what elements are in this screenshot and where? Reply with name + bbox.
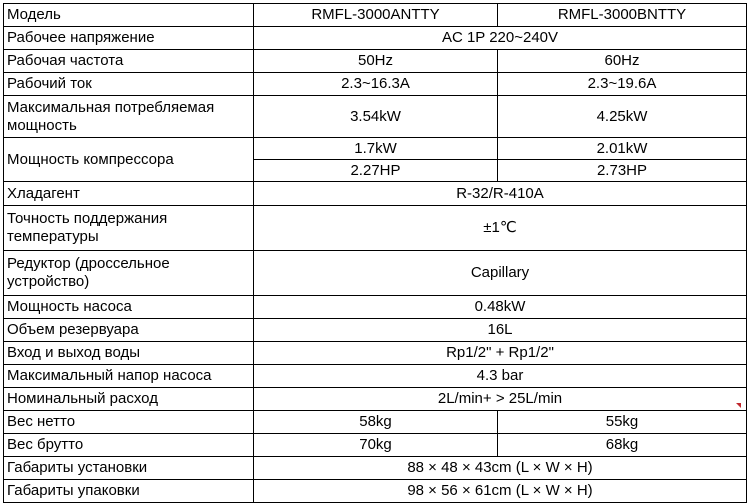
flow-label: Номинальный расход [4,388,254,411]
row-tank [4,319,747,342]
row-unit-dims [4,457,747,480]
voltage-label: Рабочее напряжение [4,27,254,50]
pump-head-label: Максимальный напор насоса [4,365,254,388]
row-model [4,4,747,27]
specification-table [3,3,747,503]
reducer-label: Редуктор (дроссельное устройство) [4,251,254,296]
pump-power-label: Мощность насоса [4,296,254,319]
row-pump-power [4,296,747,319]
current-label: Рабочий ток [4,73,254,96]
net-weight-a: 58kg [254,411,498,434]
compressor-label: Мощность компрессора [4,138,254,182]
flow-value: 2L/min+ > 25L/min [254,388,747,411]
pump-power-value: 0.48kW [254,296,747,319]
row-pump-head [4,365,747,388]
pump-head-value: 4.3 bar [254,365,747,388]
max-power-b: 4.25kW [498,96,747,138]
max-power-label: Максимальная потребляемая мощность [4,96,254,138]
row-frequency [4,50,747,73]
row-compressor-kw [4,138,747,160]
row-water-io [4,342,747,365]
package-dims-value: 98 × 56 × 61cm (L × W × H) [254,480,747,503]
row-gross-weight [4,434,747,457]
unit-dims-value: 88 × 48 × 43cm (L × W × H) [254,457,747,480]
frequency-a: 50Hz [254,50,498,73]
max-power-a: 3.54kW [254,96,498,138]
unit-dims-label: Габариты установки [4,457,254,480]
row-reducer [4,251,747,296]
compressor-hp-b: 2.73HP [498,160,747,182]
water-io-label: Вход и выход воды [4,342,254,365]
tank-value: 16L [254,319,747,342]
frequency-label: Рабочая частота [4,50,254,73]
row-temp-accuracy [4,206,747,251]
corner-mark-decoration [736,403,741,408]
frequency-b: 60Hz [498,50,747,73]
package-dims-label: Габариты упаковки [4,480,254,503]
model-a: RMFL-3000ANTTY [254,4,498,27]
temp-accuracy-label: Точность поддержания температуры [4,206,254,251]
compressor-kw-a: 1.7kW [254,138,498,160]
row-flow [4,388,747,411]
compressor-hp-a: 2.27HP [254,160,498,182]
gross-weight-b: 68kg [498,434,747,457]
temp-accuracy-value: ±1℃ [254,206,747,251]
row-package-dims [4,480,747,503]
row-voltage [4,27,747,50]
row-current [4,73,747,96]
row-net-weight [4,411,747,434]
refrigerant-label: Хладагент [4,182,254,206]
current-a: 2.3~16.3A [254,73,498,96]
model-b: RMFL-3000BNTTY [498,4,747,27]
net-weight-label: Вес нетто [4,411,254,434]
gross-weight-label: Вес брутто [4,434,254,457]
row-max-power [4,96,747,138]
net-weight-b: 55kg [498,411,747,434]
tank-label: Объем резервуара [4,319,254,342]
reducer-value: Capillary [254,251,747,296]
current-b: 2.3~19.6A [498,73,747,96]
gross-weight-a: 70kg [254,434,498,457]
refrigerant-value: R-32/R-410A [254,182,747,206]
model-label: Модель [4,4,254,27]
voltage-value: AC 1P 220~240V [254,27,747,50]
water-io-value: Rp1/2" + Rp1/2" [254,342,747,365]
row-refrigerant [4,182,747,206]
compressor-kw-b: 2.01kW [498,138,747,160]
